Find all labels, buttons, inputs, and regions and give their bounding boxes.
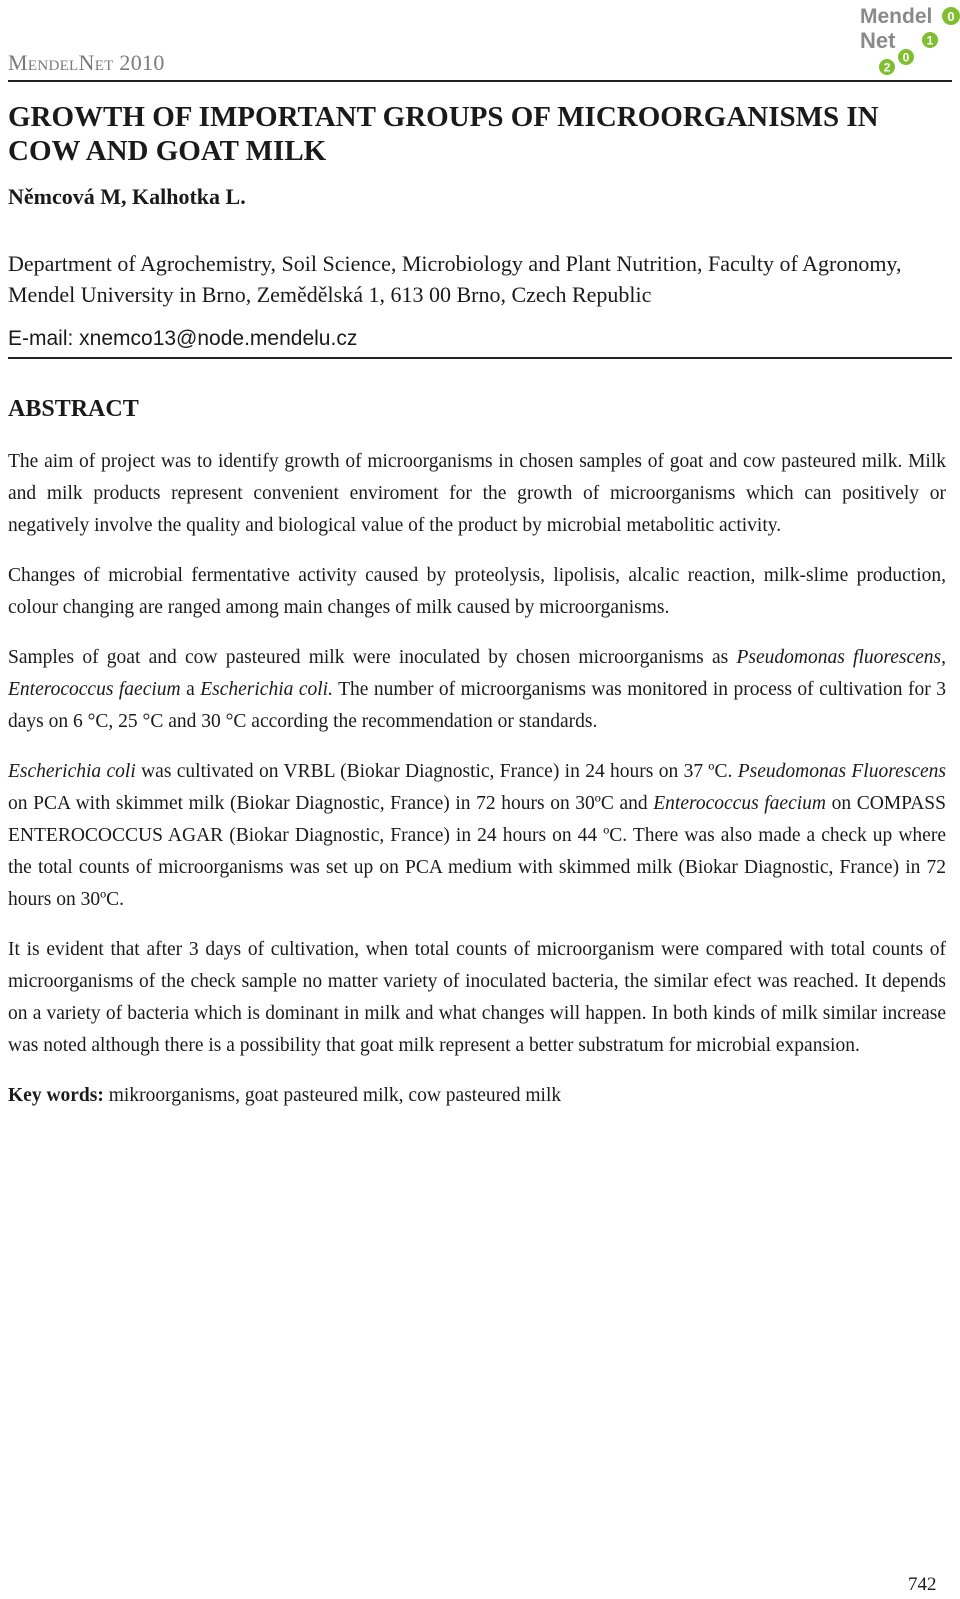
text-run: a [180,679,201,700]
abstract-paragraph-4 [8,756,946,916]
author-email: E-mail: xnemco13@node.mendelu.cz [8,327,358,350]
text-run: , [941,647,947,668]
abstract-paragraph-2: Changes of microbial fermentative activity caused by proteolysis, lipolisis, alcalic reaction, milk-slime production, colour changing are ranged among main changes of milk caused by microorganisms. [8,565,946,618]
species-name: Escherichia coli. [200,679,333,700]
keywords-label: Key words: [8,1085,104,1106]
running-head: MendelNet 2010 [8,50,165,75]
abstract-heading: ABSTRACT [8,396,139,422]
abstract-paragraph-5: It is evident that after 3 days of cultivation, when total counts of microorganism were compared with total counts of microorganisms of the check sample no matter variety of inoculated bacteria, the similar efect was reached. It depends on a variety of bacteria which is dominant in milk and what changes will happen. In both kinds of milk similar increase was noted although there is a possibility that goat milk represent a better substratum for microbial expansion. [8,939,946,1056]
species-name: Pseudomonas fluorescens [736,647,942,668]
species-name: Enterococcus faecium [653,793,826,814]
abstract-paragraph-3 [8,642,946,738]
logo-word-net: Net [860,28,896,53]
paper-title: GROWTH OF IMPORTANT GROUPS OF MICROORGANISMS IN COW AND GOAT MILK [8,101,879,167]
paper-page [8,0,958,1599]
text-run: on PCA with skimmet milk (Biokar Diagnostic, France) in 72 hours on 30ºC and [8,793,654,814]
logo-digit: 1 [926,33,934,48]
logo-digit: 0 [902,50,910,65]
authors: Němcová M, Kalhotka L. [8,184,246,209]
mendelnet-logo [860,3,960,77]
abstract-body [8,446,946,1130]
species-name: Escherichia coli [8,761,136,782]
header-divider [8,80,952,82]
text-run: on COMPASS ENTEROCOCCUS AGAR (Biokar Diagnostic, France) in 24 hours on 44 ºC. There was also made a check up where the total counts of microorganisms was set up on PCA medium with skimmed milk (Biokar Diagnostic, France) in 72 hours on 30ºC. [8,793,946,910]
affiliation: Department of Agrochemistry, Soil Science, Microbiology and Plant Nutrition, Faculty of Agronomy, Mendel University in Brno, Zemědělská 1, 613 00 Brno, Czech Republic [8,251,902,307]
species-name: Enterococcus faecium [8,679,181,700]
logo-digit: 0 [947,9,955,24]
logo-word-mendel: Mendel [860,5,933,28]
text-run: The number of microorganisms was monitored in process of cultivation for 3 days on 6 °C, 25 °C and 30 °C according the recommendation or standards. [8,679,946,732]
keywords [8,1080,946,1112]
text-run: Samples of goat and cow pasteured milk were inoculated by chosen microorganisms as [8,647,737,668]
page-number: 742 [908,1574,937,1595]
section-divider [8,357,952,359]
species-name: Pseudomonas Fluorescens [737,761,946,782]
logo-digit: 2 [883,60,891,75]
abstract-paragraph-1: The aim of project was to identify growth of microorganisms in chosen samples of goat and cow pasteured milk. Milk and milk products represent convenient enviroment for the growth of microorganisms which can positively or negatively involve the quality and biological value of the product by microbial metabolitic activity. [8,451,946,536]
keywords-list: mikroorganisms, goat pasteured milk, cow pasteured milk [103,1085,562,1106]
text-run: was cultivated on VRBL (Biokar Diagnostic, France) in 24 hours on 37 ºC. [135,761,738,782]
